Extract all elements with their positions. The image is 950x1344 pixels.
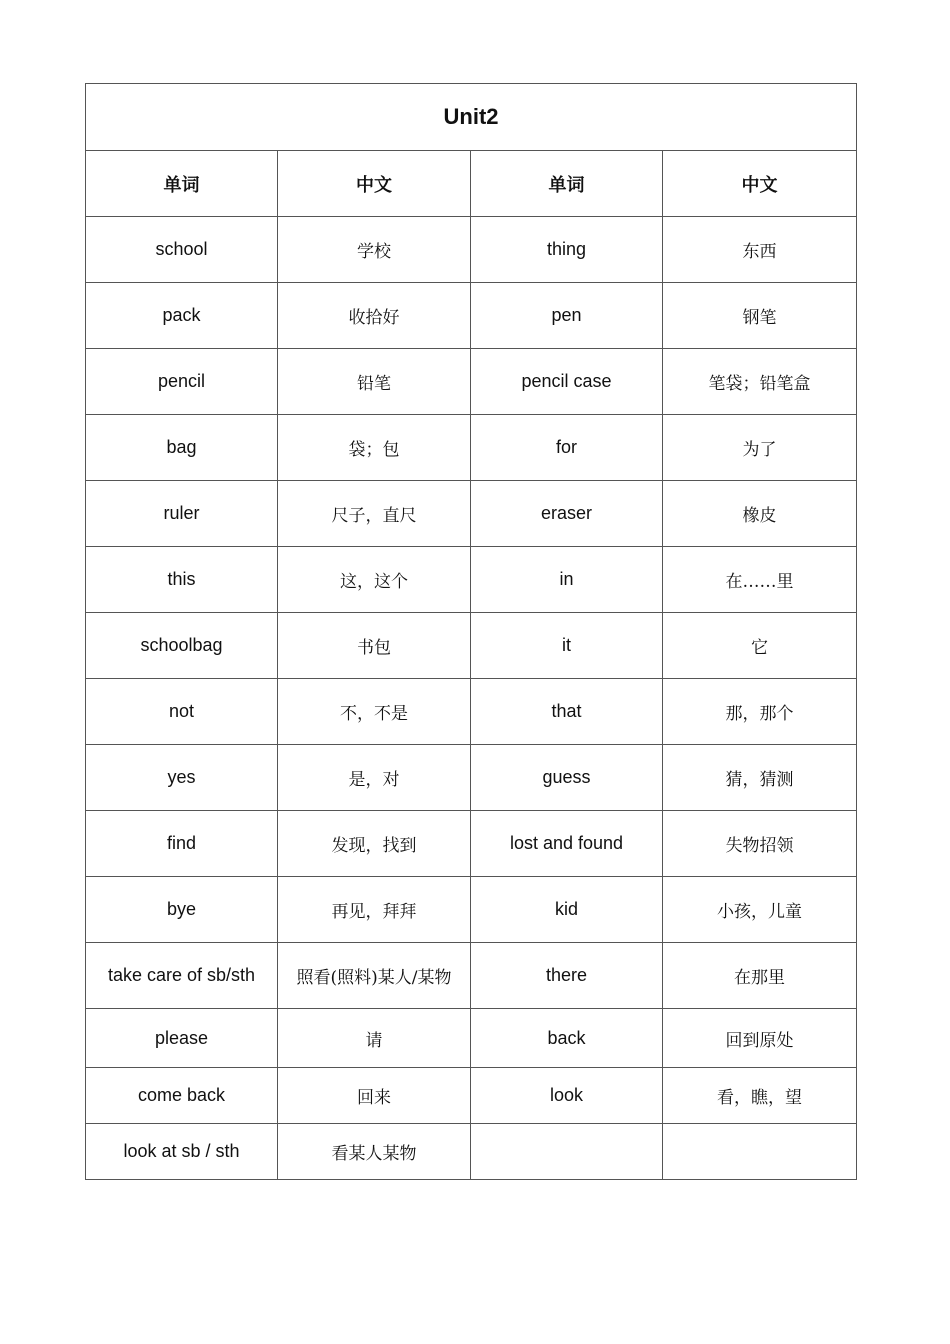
word-cell: pen	[471, 283, 663, 349]
chinese-cell: 为了	[663, 415, 857, 481]
chinese-cell: 学校	[278, 217, 471, 283]
chinese-cell: 小孩，儿童	[663, 877, 857, 943]
word-cell: look	[471, 1068, 663, 1124]
word-cell: that	[471, 679, 663, 745]
word-cell: school	[86, 217, 278, 283]
word-cell: pack	[86, 283, 278, 349]
word-cell: come back	[86, 1068, 278, 1124]
word-cell: in	[471, 547, 663, 613]
word-cell	[471, 1124, 663, 1180]
chinese-cell: 那，那个	[663, 679, 857, 745]
title-row	[86, 84, 857, 151]
word-cell: thing	[471, 217, 663, 283]
chinese-cell: 尺子，直尺	[278, 481, 471, 547]
chinese-cell: 在……里	[663, 547, 857, 613]
chinese-cell: 铅笔	[278, 349, 471, 415]
word-cell: bye	[86, 877, 278, 943]
chinese-cell: 失物招领	[663, 811, 857, 877]
vocabulary-table	[85, 83, 857, 1180]
word-cell: ruler	[86, 481, 278, 547]
header-row	[86, 151, 857, 217]
header-chinese-1: 中文	[278, 151, 471, 217]
header-word-1: 单词	[86, 151, 278, 217]
chinese-cell: 它	[663, 613, 857, 679]
word-cell: this	[86, 547, 278, 613]
chinese-cell: 再见，拜拜	[278, 877, 471, 943]
word-cell: yes	[86, 745, 278, 811]
unit-title: Unit2	[86, 84, 857, 151]
chinese-cell: 不，不是	[278, 679, 471, 745]
chinese-cell: 猜，猜测	[663, 745, 857, 811]
chinese-cell: 书包	[278, 613, 471, 679]
table-row	[86, 943, 857, 1009]
word-cell: pencil	[86, 349, 278, 415]
word-cell: lost and found	[471, 811, 663, 877]
chinese-cell: 看，瞧，望	[663, 1068, 857, 1124]
chinese-cell	[663, 1124, 857, 1180]
word-cell: there	[471, 943, 663, 1009]
chinese-cell: 笔袋；铅笔盒	[663, 349, 857, 415]
chinese-cell: 是，对	[278, 745, 471, 811]
word-cell: look at sb / sth	[86, 1124, 278, 1180]
chinese-cell: 回到原处	[663, 1009, 857, 1068]
chinese-cell: 袋；包	[278, 415, 471, 481]
chinese-cell: 东西	[663, 217, 857, 283]
header-chinese-2: 中文	[663, 151, 857, 217]
chinese-cell: 在那里	[663, 943, 857, 1009]
header-word-2: 单词	[471, 151, 663, 217]
table-row	[86, 1068, 857, 1124]
chinese-cell: 发现，找到	[278, 811, 471, 877]
word-cell: kid	[471, 877, 663, 943]
table-row	[86, 547, 857, 613]
word-cell: take care of sb/sth	[86, 943, 278, 1009]
chinese-cell: 请	[278, 1009, 471, 1068]
chinese-cell: 回来	[278, 1068, 471, 1124]
table-row	[86, 679, 857, 745]
word-cell: find	[86, 811, 278, 877]
chinese-cell: 橡皮	[663, 481, 857, 547]
table-row	[86, 1124, 857, 1180]
word-cell: eraser	[471, 481, 663, 547]
word-cell: pencil case	[471, 349, 663, 415]
table-row	[86, 415, 857, 481]
chinese-cell: 看某人某物	[278, 1124, 471, 1180]
table-row	[86, 613, 857, 679]
word-cell: guess	[471, 745, 663, 811]
table-row	[86, 1009, 857, 1068]
table-row	[86, 811, 857, 877]
word-cell: for	[471, 415, 663, 481]
table-row	[86, 745, 857, 811]
word-cell: back	[471, 1009, 663, 1068]
chinese-cell: 照看(照料)某人/某物	[278, 943, 471, 1009]
word-cell: schoolbag	[86, 613, 278, 679]
word-cell: bag	[86, 415, 278, 481]
chinese-cell: 收拾好	[278, 283, 471, 349]
table-row	[86, 349, 857, 415]
table-row	[86, 283, 857, 349]
word-cell: please	[86, 1009, 278, 1068]
word-cell: not	[86, 679, 278, 745]
table-row	[86, 481, 857, 547]
chinese-cell: 钢笔	[663, 283, 857, 349]
table-row	[86, 217, 857, 283]
word-cell: it	[471, 613, 663, 679]
chinese-cell: 这，这个	[278, 547, 471, 613]
table-row	[86, 877, 857, 943]
